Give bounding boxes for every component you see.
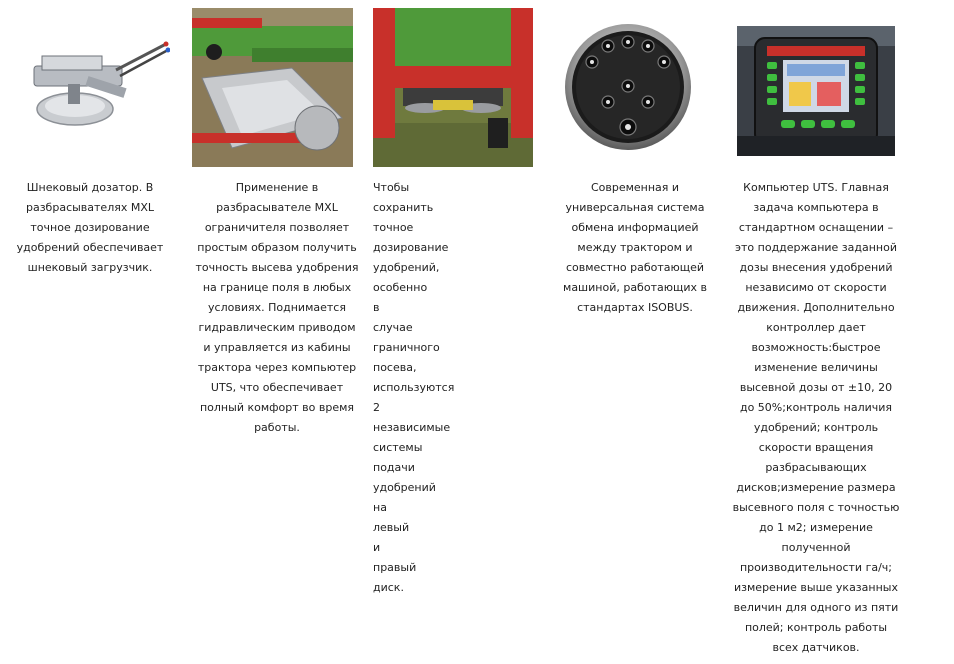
isobus-connector-image (562, 22, 694, 152)
border-limiter-image (192, 8, 353, 167)
uts-computer-caption: Компьютер UTS. Главная задача компьютера в стандартном оснащении – это поддержание заданной дозы внесения удобрений независимо от скорости движения. Дополнительно контроллер дает возможность:быстрое изменение величины высевной дозы от ±10, 20 до 50%;контроль наличия удобрений; контроль скорости вращения разбрасывающих дисков;измерение размера высевного поля с точностью до 1 м2; измерение полученной производительности га/ч; измерение выше указанных величин для одного из пяти полей; контроль работы всех датчиков. (732, 181, 900, 654)
isobus-caption: Современная и универсальная система обмена информацией между трактором и совместно работающей машиной, работающих в стандартах ISOBUS. (563, 181, 707, 314)
border-limiter-caption: Применение в разбрасывателе MXL ограничителя позволяет простым образом получить точность высева удобрения на границе поля в любых условиях. Поднимается гидравлическим приводом и управляется из кабины трактора через компьютер UTS, что обеспечивает полный комфорт во время работы. (195, 181, 359, 434)
dual-disc-spreader-image (373, 8, 533, 167)
auger-doser-image (20, 26, 170, 136)
dual-disc-spreader-caption: Чтобы сохранить точное дозирование удобрений, особенно в случае граничного посева, используются 2 независимые системы подачи удобрений на левый и правый диск. (373, 181, 455, 594)
auger-doser-caption: Шнековый дозатор. В разбрасывателях MXL точное дозирование удобрений обеспечивает шнековый загрузчик. (16, 181, 164, 274)
uts-computer-image (737, 26, 895, 156)
